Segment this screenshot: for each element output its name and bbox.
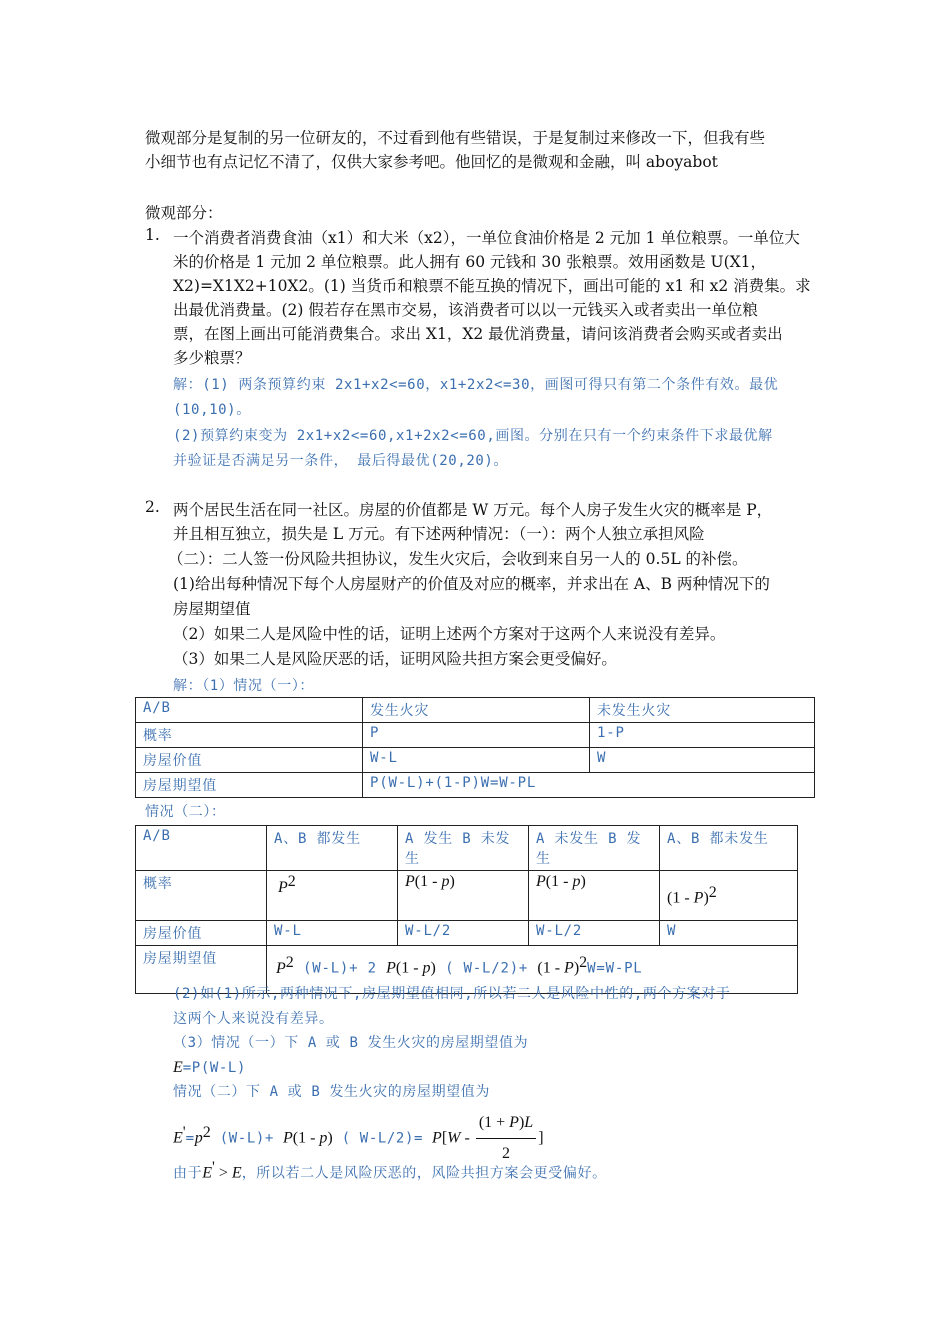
table-cell: W-L/2 bbox=[398, 921, 529, 946]
q2-line-6: （2）如果二人是风险中性的话，证明上述两个方案对于这两个人来说没有差异。 bbox=[173, 625, 726, 643]
table-cell: P bbox=[363, 723, 590, 748]
answer-3-mid: 情况（二）下 A 或 B 发生火灾的房屋期望值为 bbox=[173, 1084, 490, 1100]
expect-part-2: ( W-L/2)+ bbox=[445, 960, 529, 977]
answer-3-head: （3）情况（一）下 A 或 B 发生火灾的房屋期望值为 bbox=[173, 1035, 529, 1051]
table-cell: P(1 - p) bbox=[529, 871, 660, 921]
q1-line-1: 一个消费者消费食油（x1）和大米（x2），一单位食油价格是 2 元加 1 单位粮票。一单位大 bbox=[173, 229, 800, 247]
q2-line-5: 房屋期望值 bbox=[173, 600, 251, 618]
table-cell: 概率 bbox=[136, 723, 363, 748]
q2-number: 2. bbox=[145, 498, 160, 516]
table-cell: 1-P bbox=[590, 723, 815, 748]
table-cell: A、B 都未发生 bbox=[660, 826, 798, 871]
intro-line-2: 小细节也有点记忆不清了，仅供大家参考吧。他回忆的是微观和金融，叫 aboyabot bbox=[145, 153, 718, 171]
q2-line-7: （3）如果二人是风险厌恶的话，证明风险共担方案会更受偏好。 bbox=[173, 650, 617, 668]
table-cell: 概率 bbox=[136, 871, 267, 921]
table-cell: W bbox=[660, 921, 798, 946]
q2-line-3: （二）：二人签一份风险共担协议，发生火灾后，会收到来自另一人的 0.5L 的补偿。 bbox=[168, 550, 748, 568]
q1-line-6: 多少粮票？ bbox=[173, 349, 251, 367]
table-row bbox=[136, 773, 815, 798]
table-cell: W-L/2 bbox=[529, 921, 660, 946]
table-row bbox=[136, 871, 798, 921]
answer-2-line-1: (2)如(1)所示,两种情况下,房屋期望值相同,所以若二人是风险中性的,两个方案对于 bbox=[173, 986, 731, 1002]
q2-line-2: 并且相互独立，损失是 L 万元。有下述两种情况：（一）：两个人独立承担风险 bbox=[173, 525, 705, 543]
table-cell: W bbox=[590, 748, 815, 773]
answer-3-e: E=P(W-L) bbox=[173, 1059, 246, 1076]
table-case-2 bbox=[135, 825, 798, 994]
table-row bbox=[136, 826, 798, 871]
table-row bbox=[136, 921, 798, 946]
section-title: 微观部分： bbox=[145, 204, 223, 222]
expect-part-3: W=W-PL bbox=[587, 960, 643, 977]
table-cell: 发生火灾 bbox=[363, 698, 590, 723]
table-cell: W-L bbox=[363, 748, 590, 773]
answer-3-end: 由于E' > E，所以若二人是风险厌恶的，风险共担方案会更受偏好。 bbox=[173, 1159, 607, 1182]
q1-answer-3: (2)预算约束变为 2x1+x2<=60,x1+2x2<=60,画图。分别在只有一个约束条件下求最优解 bbox=[173, 428, 773, 444]
table-cell: P(W-L)+(1-P)W=W-PL bbox=[363, 773, 815, 798]
table-cell: 房屋价值 bbox=[136, 748, 363, 773]
q2-answer-head: 解：（1）情况（一）： bbox=[173, 678, 315, 694]
table-row bbox=[136, 748, 815, 773]
answer-2-line-2: 这两个人来说没有差异。 bbox=[173, 1011, 334, 1027]
table-cell: A/B bbox=[136, 826, 267, 871]
table-cell: 房屋价值 bbox=[136, 921, 267, 946]
q1-line-4: 出最优消费量。(2) 假若存在黑市交易，该消费者可以以一元钱买入或者卖出一单位粮 bbox=[173, 301, 758, 319]
table-cell: W-L bbox=[267, 921, 398, 946]
case-2-label: 情况（二）： bbox=[145, 804, 226, 820]
table-cell: A 发生 B 未发生 bbox=[398, 826, 529, 871]
q1-line-5: 票，在图上画出可能消费集合。求出 X1，X2 最优消费量，请问该消费者会购买或者卖出 bbox=[173, 325, 783, 343]
table-row bbox=[136, 723, 815, 748]
expect-part-1: (W-L)+ 2 bbox=[303, 960, 377, 977]
q1-line-2: 米的价格是 1 元加 2 单位粮票。此人拥有 60 元钱和 30 张粮票。效用函数是 U(X1， bbox=[173, 253, 767, 271]
table-cell: (1 - P)$^2$ bbox=[660, 871, 798, 921]
q1-answer-4: 并验证是否满足另一条件， 最后得最优(20,20)。 bbox=[173, 453, 509, 469]
table-cell: A 未发生 B 发生 bbox=[529, 826, 660, 871]
table-row bbox=[136, 698, 815, 723]
table-cell: 房屋期望值 bbox=[136, 946, 267, 994]
table-cell: $P^2$ (W-L)+ 2 P(1 - p) ( W-L/2)+ (1 - P)$^2$W=W-PL bbox=[267, 946, 798, 994]
q1-answer-1: 解：(1) 两条预算约束 2x1+x2<=60，x1+2x2<=30，画图可得只有第二个条件有效。最优 bbox=[173, 377, 779, 393]
q1-line-3: X2)=X1X2+10X2。(1) 当货币和粮票不能互换的情况下，画出可能的 x1 和 x2 消费集。求 bbox=[173, 277, 811, 295]
table-cell: 未发生火灾 bbox=[590, 698, 815, 723]
q2-line-1: 两个居民生活在同一社区。房屋的价值都是 W 万元。每个人房子发生火灾的概率是 P， bbox=[173, 501, 773, 519]
table-cell: P(1 - p) bbox=[398, 871, 529, 921]
table-cell: A、B 都发生 bbox=[267, 826, 398, 871]
q1-number: 1. bbox=[145, 226, 160, 244]
answer-3-formula: $E'=p^2$ (W-L)+ P(1 - p) ( W-L/2)= P[W - $\frac{(1 + P)L}{2}$ ] bbox=[173, 1108, 544, 1169]
q1-answer-2: (10,10)。 bbox=[173, 402, 251, 418]
q2-line-4: (1)给出每种情况下每个人房屋财产的价值及对应的概率，并求出在 A、B 两种情况下的 bbox=[173, 575, 770, 593]
table-cell: $P^2$ bbox=[267, 871, 398, 921]
table-cell: 房屋期望值 bbox=[136, 773, 363, 798]
table-cell: A/B bbox=[136, 698, 363, 723]
table-case-1 bbox=[135, 697, 815, 798]
intro-line-1: 微观部分是复制的另一位研友的，不过看到他有些错误，于是复制过来修改一下，但我有些 bbox=[145, 129, 766, 147]
